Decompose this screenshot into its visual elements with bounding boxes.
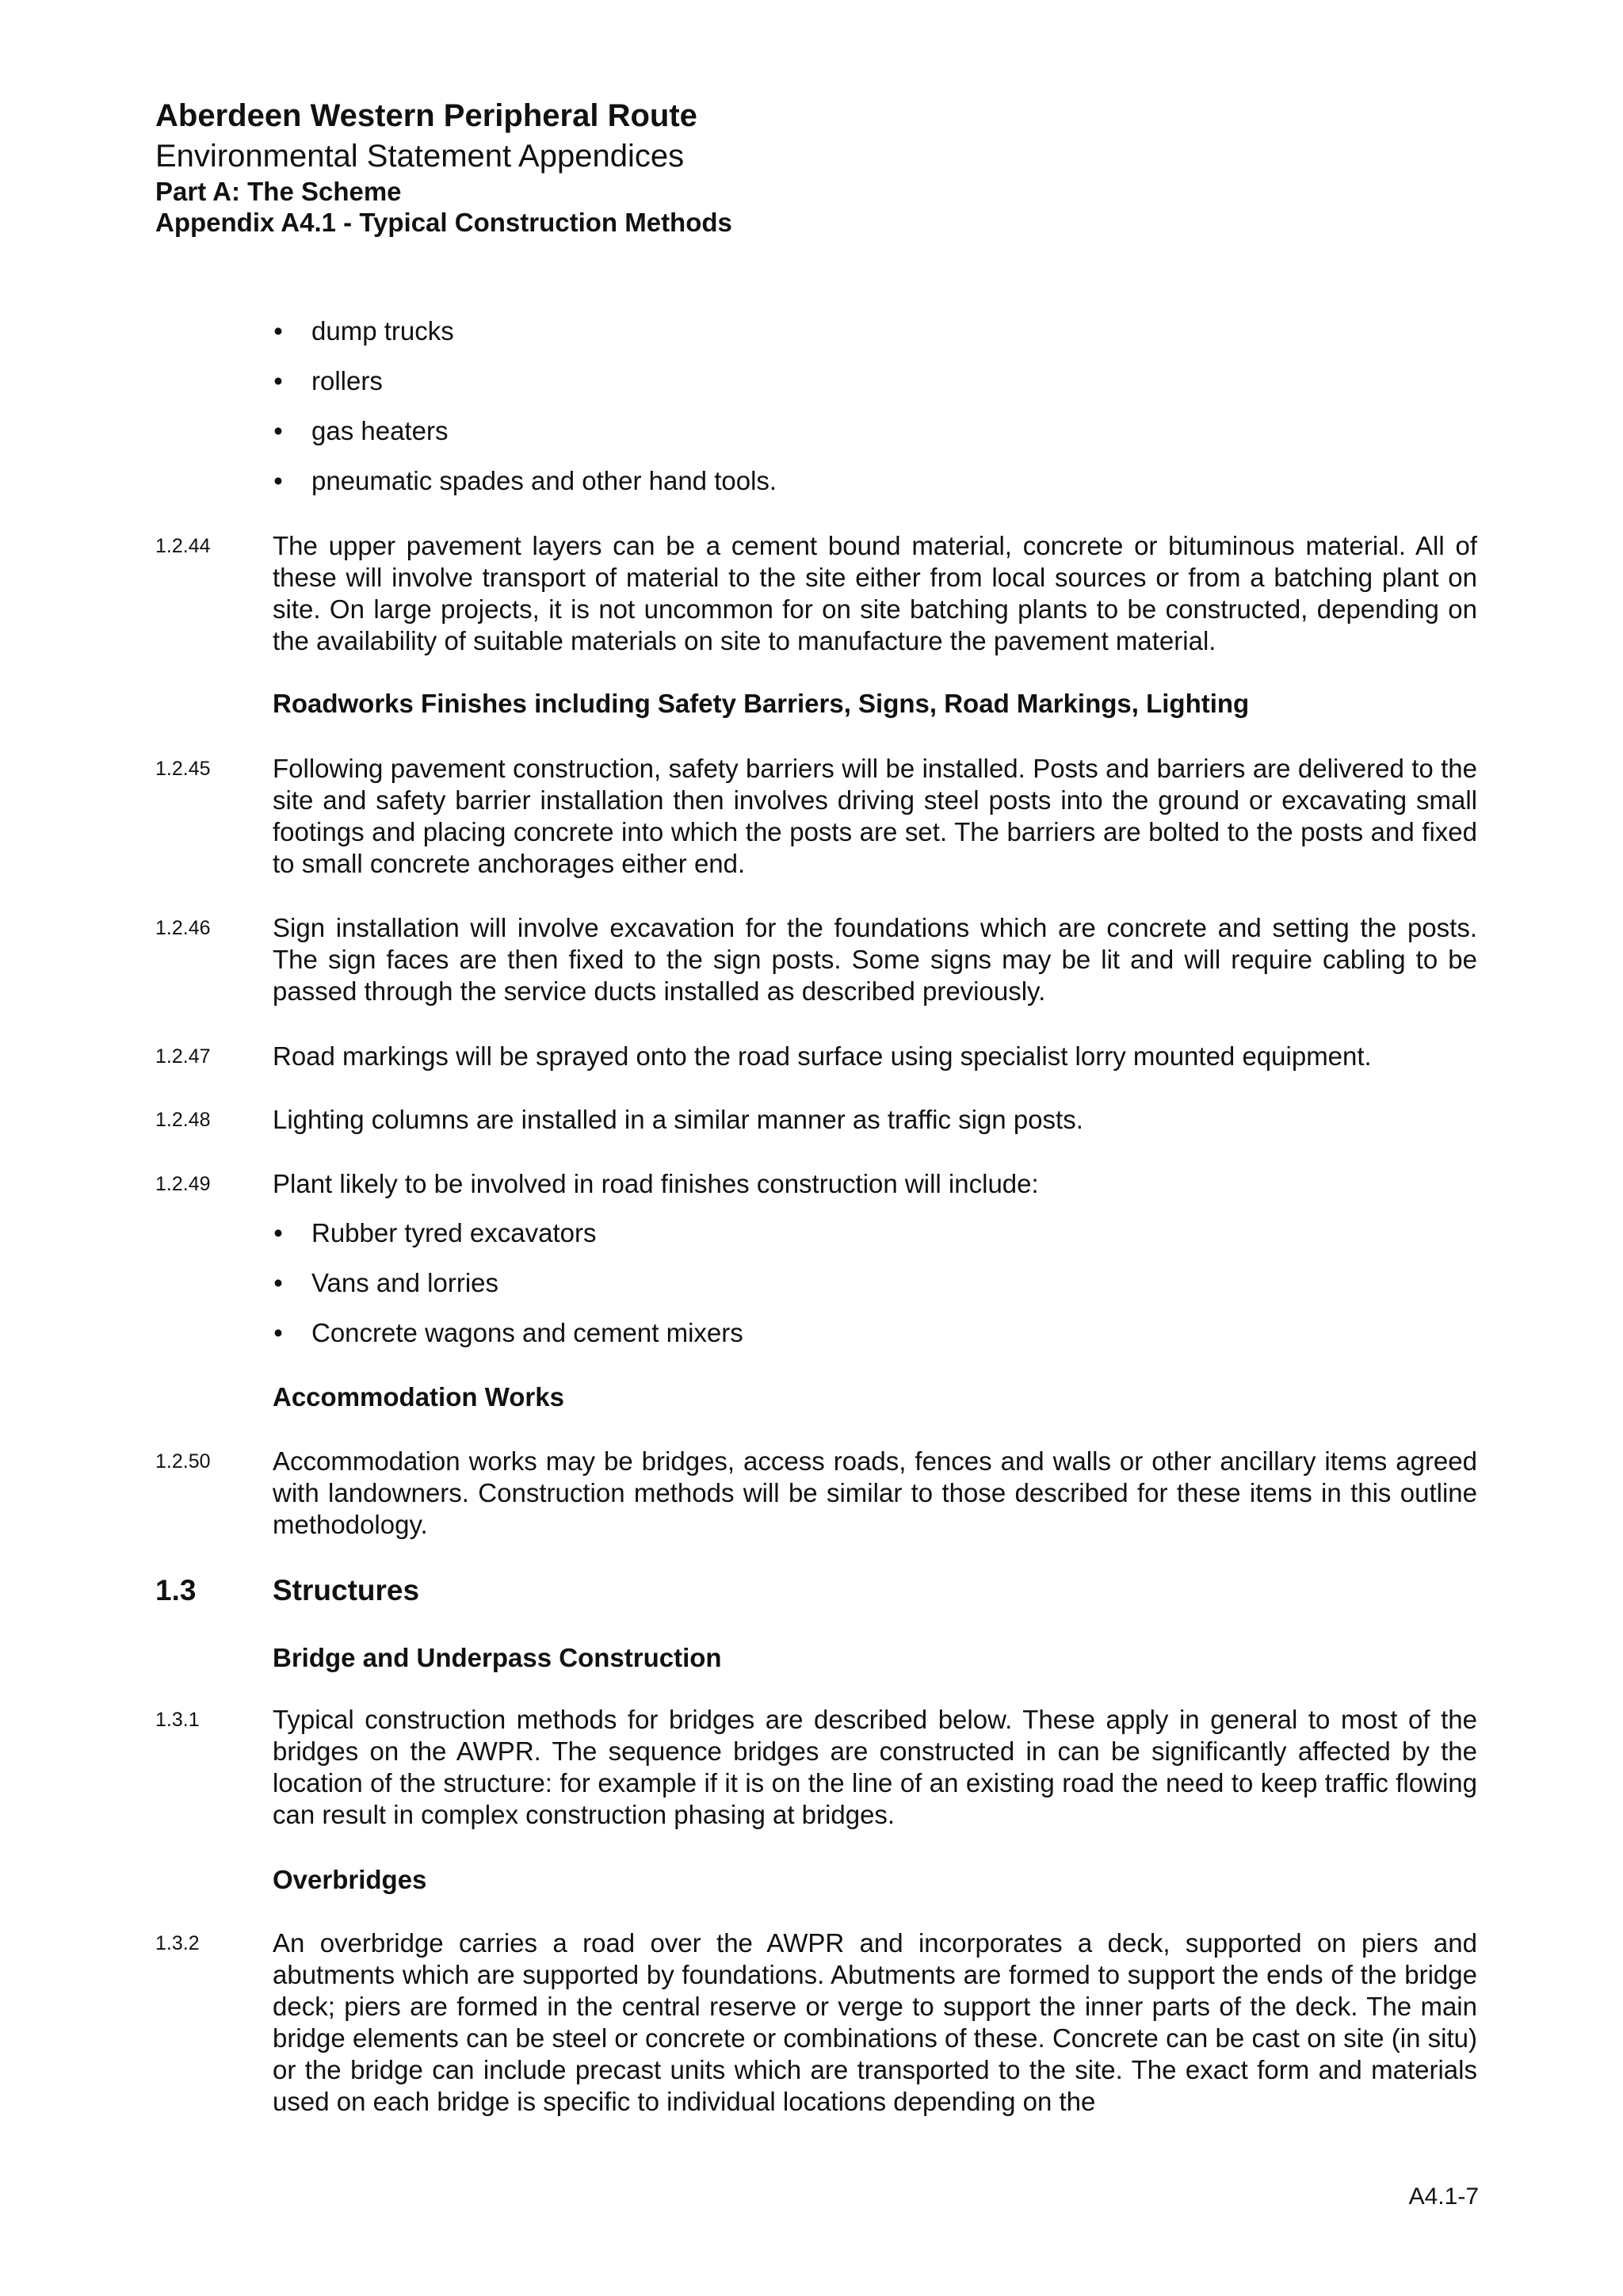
subheading: Overbridges — [273, 1865, 427, 1894]
bullet-icon: • — [273, 466, 283, 495]
list-item-text: gas heaters — [311, 416, 449, 445]
list-item-text: rollers — [311, 366, 383, 395]
paragraph-text: The upper pavement layers can be a cement bound material, concrete or bituminous material. All of these will involve transport of material to the site either from local sources or from a batching plant on site. On large projects, it is not uncommon for on site batching plants to be constructed, depending on the availability of suitable materials on site to manufacture the pavement material. — [273, 531, 1477, 655]
list-item-text: pneumatic spades and other hand tools. — [311, 466, 777, 495]
paragraph-number: 1.2.44 — [155, 535, 211, 557]
list-item-text: dump trucks — [311, 316, 454, 346]
paragraph-number: 1.2.48 — [155, 1109, 211, 1131]
paragraph-number: 1.2.45 — [155, 758, 211, 780]
paragraph-text: Road markings will be sprayed onto the road surface using specialist lorry mounted equipment. — [273, 1041, 1372, 1071]
list-item-text: Vans and lorries — [311, 1268, 499, 1297]
bullet-icon: • — [273, 316, 283, 346]
paragraph-number: 1.2.50 — [155, 1450, 211, 1473]
subheading: Bridge and Underpass Construction — [273, 1643, 722, 1672]
bullet-icon: • — [273, 1318, 283, 1347]
paragraph-text: Typical construction methods for bridges are described below. These apply in general to most of the bridges on the AWPR. The sequence bridges are constructed in can be significantly affected by the location of the structure: for example if it is on the line of an existing road the need to keep traffic flowing can result in complex construction phasing at bridges. — [273, 1705, 1477, 1829]
document-subtitle: Environmental Statement Appendices — [155, 139, 685, 174]
paragraph-text: Plant likely to be involved in road finishes construction will include: — [273, 1169, 1039, 1198]
subheading: Roadworks Finishes including Safety Barriers, Signs, Road Markings, Lighting — [273, 689, 1250, 718]
paragraph-number: 1.3.1 — [155, 1709, 200, 1731]
list-item-text: Rubber tyred excavators — [311, 1218, 597, 1247]
paragraph-text: An overbridge carries a road over the AWPR and incorporates a deck, supported on piers and abutments which are supported by foundations. Abutments are formed to support the ends of the bridge deck; piers are formed in the central reserve or verge to support the inner parts of the deck. The main bridge elements can be steel or concrete or combinations of these. Concrete can be cast on site (in situ) or the bridge can include precast units which are transported to the site. The exact form and materials used on each bridge is specific to individual locations depending on the — [273, 1928, 1477, 2116]
document-part: Part A: The Scheme — [155, 177, 402, 206]
document-title: Aberdeen Western Peripheral Route — [155, 98, 697, 133]
bullet-icon: • — [273, 1268, 283, 1297]
bullet-icon: • — [273, 366, 283, 395]
paragraph-number: 1.3.2 — [155, 1932, 200, 1954]
bullet-icon: • — [273, 416, 283, 445]
paragraph-number: 1.2.46 — [155, 917, 211, 939]
subheading: Accommodation Works — [273, 1382, 564, 1412]
page-number: A4.1-7 — [1408, 2183, 1479, 2210]
section-title: Structures — [273, 1574, 420, 1606]
section-number: 1.3 — [155, 1574, 197, 1606]
paragraph-number: 1.2.47 — [155, 1045, 211, 1068]
paragraph-number: 1.2.49 — [155, 1173, 211, 1195]
paragraph-text: Accommodation works may be bridges, access roads, fences and walls or other ancillary items agreed with landowners. Construction methods will be similar to those described for these items in this outline methodology. — [273, 1446, 1477, 1539]
paragraph-text: Lighting columns are installed in a similar manner as traffic sign posts. — [273, 1105, 1083, 1134]
paragraph-text: Following pavement construction, safety barriers will be installed. Posts and barriers are delivered to the site and safety barrier installation then involves driving steel posts into the ground or excavating small footings and placing concrete into which the posts are set. The barriers are bolted to the posts and fixed to small concrete anchorages either end. — [273, 754, 1477, 878]
paragraph-text: Sign installation will involve excavation for the foundations which are concrete and setting the posts. The sign faces are then fixed to the sign posts. Some signs may be lit and will require cabling to be passed through the service ducts installed as described previously. — [273, 913, 1477, 1006]
list-item-text: Concrete wagons and cement mixers — [311, 1318, 743, 1347]
bullet-icon: • — [273, 1218, 283, 1247]
document-appendix: Appendix A4.1 - Typical Construction Methods — [155, 208, 732, 237]
